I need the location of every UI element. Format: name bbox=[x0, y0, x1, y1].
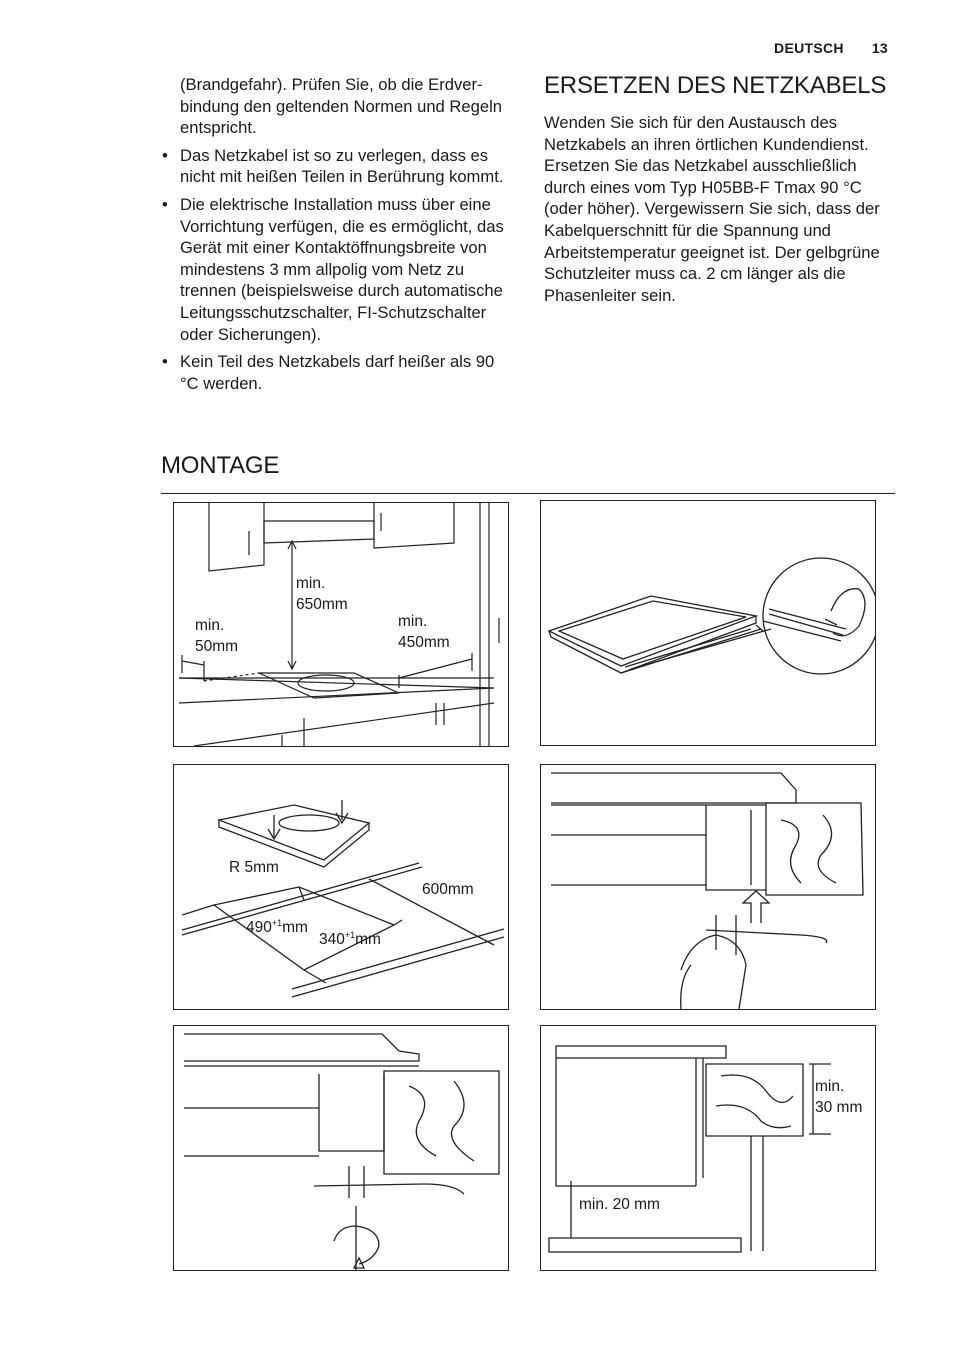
section-divider bbox=[161, 493, 895, 494]
label-height-340mm bbox=[319, 925, 381, 950]
label-width-490mm bbox=[246, 913, 308, 938]
value-tolerance: +1 bbox=[344, 930, 356, 940]
right-column bbox=[544, 112, 890, 306]
label-min-50mm bbox=[195, 615, 238, 657]
figure-clearances bbox=[173, 502, 509, 747]
figure-cutout bbox=[173, 764, 509, 1010]
label-min-650mm bbox=[296, 573, 348, 615]
figure-distances bbox=[540, 1025, 876, 1271]
label-line: min. bbox=[398, 613, 428, 630]
value-tolerance: +1 bbox=[271, 918, 283, 928]
section-heading-ersetzen: ERSETZEN DES NETZKABELS bbox=[544, 72, 887, 99]
label-line: min. bbox=[296, 575, 326, 592]
label-min-20mm: min. 20 mm bbox=[579, 1196, 660, 1213]
list-item: • Das Netzkabel ist so zu verlegen, dass es nicht mit heißen Teilen in Berührung kommt. bbox=[180, 145, 512, 188]
label-line: 650mm bbox=[296, 596, 348, 613]
value-unit: mm bbox=[355, 931, 381, 949]
safety-list bbox=[180, 145, 512, 395]
figure-seal bbox=[540, 500, 876, 746]
label-line: 30 mm bbox=[815, 1099, 863, 1116]
intro-paragraph: (Brandgefahr). Prüfen Sie, ob die Erdverbindung den geltenden Normen und Regeln entspricht. bbox=[180, 75, 502, 138]
paragraph: Wenden Sie sich für den Austausch des Netzkabels an ihren örtlichen Kundendienst. bbox=[544, 113, 869, 154]
list-item: • Die elektrische Installation muss über eine Vorrichtung verfügen, die es ermöglicht, das Gerät mit einer Kontaktöffnungsbreite von mindestens 3 mm allpolig vom Netz zu trennen (beispielsweise durch automatische Leitungsschutzschalter, FI-Schutzschalter oder Sicherungen). bbox=[180, 194, 512, 345]
label-line: 50mm bbox=[195, 638, 239, 655]
paragraph: Ersetzen Sie das Netzkabel ausschließlich durch eines vom Typ H05BB-F Tmax 90 °C (oder höher). Vergewissern Sie sich, dass der Kabelquerschnitt für die Spannung und Arbeitstemperatur geeignet ist. Der gelbgrüne Schutzleiter muss ca. 2 cm länger als die Phasenleiter sein. bbox=[544, 156, 880, 305]
section-heading-montage: MONTAGE bbox=[161, 452, 280, 479]
label-radius: R 5mm bbox=[229, 859, 279, 876]
figure-distances-drawing bbox=[541, 1026, 875, 1270]
figure-bracket-insert-drawing bbox=[541, 765, 875, 1009]
page-header bbox=[774, 40, 888, 56]
value-base: 340 bbox=[319, 931, 345, 949]
page-number: 13 bbox=[871, 40, 888, 56]
label-line: 450mm bbox=[398, 634, 450, 651]
value-unit: mm bbox=[282, 919, 308, 937]
list-item: • Kein Teil des Netzkabels darf heißer als 90 °C werden. bbox=[180, 351, 512, 394]
label-line: min. bbox=[195, 617, 225, 634]
left-column bbox=[180, 74, 512, 400]
figure-screw-tighten-drawing bbox=[174, 1026, 508, 1270]
figure-screw-tighten bbox=[173, 1025, 509, 1271]
label-min-30mm bbox=[815, 1076, 862, 1118]
figure-bracket-insert bbox=[540, 764, 876, 1010]
figure-seal-drawing bbox=[541, 501, 875, 745]
value-base: 490 bbox=[246, 919, 272, 937]
label-line: min. bbox=[815, 1078, 845, 1095]
section-label: DEUTSCH bbox=[774, 40, 844, 56]
label-depth-600mm: 600mm bbox=[422, 881, 474, 898]
label-min-450mm bbox=[398, 611, 450, 653]
